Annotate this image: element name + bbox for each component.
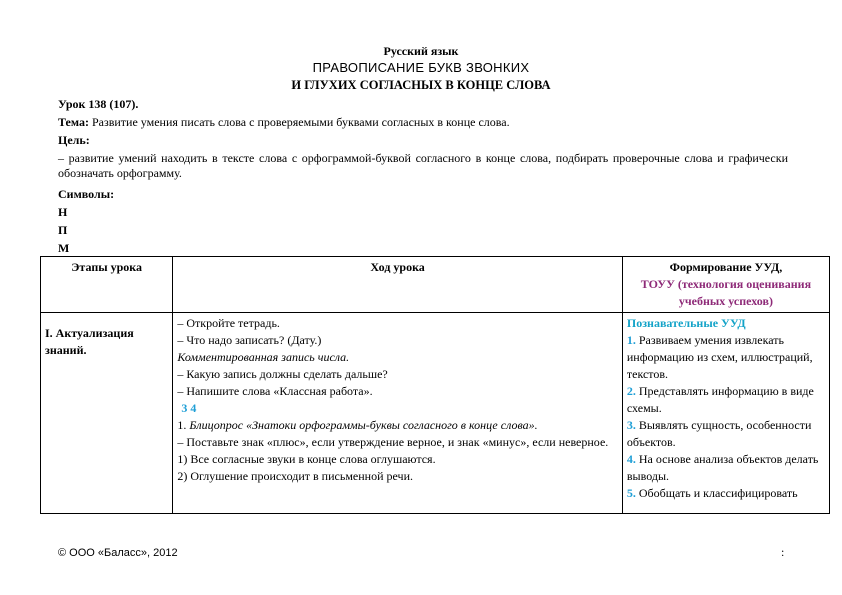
topic: [58, 115, 510, 130]
uud-num: 4.: [626, 452, 636, 466]
uud-text: Развиваем умения извлекать информацию из схем, иллюстраций, текстов.: [626, 333, 813, 381]
course-line: 2) Оглушение происходит в письменной речи.: [177, 469, 413, 483]
goal-text: – развитие умений находить в тексте слова с орфограммой-буквой согласного в конце слова, подбирать проверочные слова и графически обозначать орфограмму.: [58, 151, 788, 180]
course-line: 1) Все согласные звуки в конце слова оглушаются.: [177, 452, 436, 466]
course-line: – Откройте тетрадь.: [177, 316, 280, 330]
course-line: – Какую запись должны сделать дальше?: [177, 367, 388, 381]
goal-label: Цель:: [58, 133, 90, 147]
blitz-title: Блицопрос «Знатоки орфограммы-буквы согласного в конце слова».: [189, 418, 538, 432]
course-line: Комментированная запись числа.: [177, 350, 350, 364]
header-stages: Этапы урока: [41, 257, 173, 313]
uud-text: На основе анализа объектов делать выводы.: [626, 452, 819, 483]
uud-cell: [622, 313, 829, 514]
uud-num: 5.: [626, 486, 636, 500]
symbol-p: П: [58, 223, 68, 237]
stage-cell: I. Актуализация знаний.: [41, 313, 173, 514]
lesson-table: [40, 256, 830, 514]
uud-item: [627, 417, 825, 451]
header-touu: ТОУУ (технология оценивания учебных успехов): [640, 277, 812, 308]
uud-num: 2.: [626, 384, 636, 398]
subject-heading: Русский язык: [383, 44, 459, 58]
copyright-footer: © ООО «Баласс», 2012: [58, 547, 178, 559]
uud-item: [627, 332, 825, 383]
uud-title: Познавательные УУД: [626, 316, 746, 330]
course-symbols: 3 4: [181, 401, 197, 415]
table-header-row: [41, 257, 830, 313]
topic-text: Развитие умения писать слова с проверяемыми буквами согласных в конце слова.: [88, 115, 510, 129]
header-formation: [622, 257, 829, 313]
symbol-n: Н: [58, 205, 68, 219]
page-mark: :: [781, 545, 785, 559]
uud-item: [627, 485, 825, 502]
course-line: – Что надо записать? (Дату.): [177, 333, 322, 347]
uud-num: 1.: [626, 333, 636, 347]
topic-label: Тема:: [58, 115, 89, 129]
title-line-1: ПРАВОПИСАНИЕ БУКВ ЗВОНКИХ: [312, 60, 530, 75]
header-course: Ход урока: [173, 257, 623, 313]
symbol-m: М: [58, 241, 70, 255]
table-row: [41, 313, 830, 514]
uud-text: Представлять информацию в виде схемы.: [626, 384, 814, 415]
symbols-label: Символы:: [58, 187, 115, 201]
uud-item: [627, 451, 825, 485]
lesson-number: Урок 138 (107).: [58, 97, 139, 111]
uud-text: Обобщать и классифицировать: [635, 486, 798, 500]
course-item-number: 1.: [177, 418, 190, 432]
course-line: – Поставьте знак «плюс», если утверждение верное, и знак «минус», если неверное.: [177, 435, 609, 449]
course-line: – Напишите слова «Классная работа».: [177, 384, 373, 398]
uud-num: 3.: [626, 418, 636, 432]
header-formation-title: Формирование УУД,: [669, 260, 783, 274]
course-cell: [173, 313, 623, 514]
uud-text: Выявлять сущность, особенности объектов.: [626, 418, 812, 449]
course-line: [177, 417, 618, 434]
title-line-2: И ГЛУХИХ СОГЛАСНЫХ В КОНЦЕ СЛОВА: [291, 78, 551, 92]
uud-item: [627, 383, 825, 417]
